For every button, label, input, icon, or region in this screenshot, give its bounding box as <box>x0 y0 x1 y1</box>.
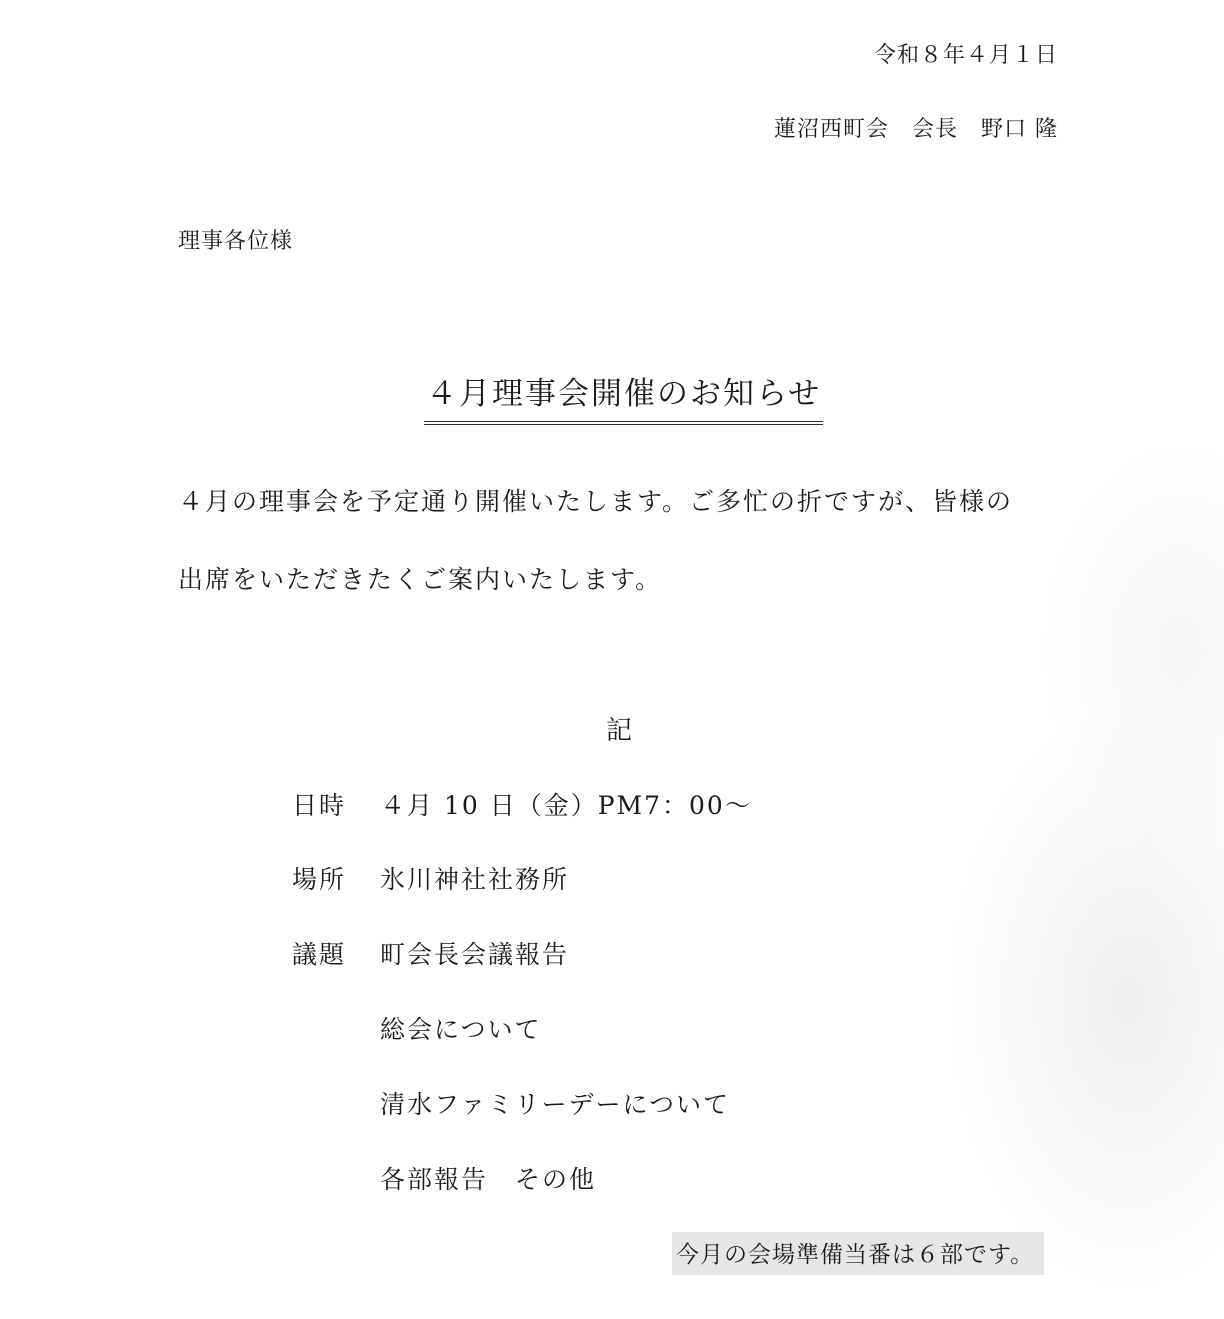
sender-line: 蓮沼西町会 会長 野口 隆 <box>774 117 1058 142</box>
agenda-item: 各部報告 その他 <box>380 1165 597 1194</box>
place-label: 場所 <box>292 865 347 894</box>
datetime-value: ４月 10 日（金）PM7：00～ <box>380 791 752 820</box>
ki-heading: 記 <box>606 716 633 746</box>
duty-note: 今月の会場準備当番は６部です。 <box>672 1232 1044 1275</box>
addressee: 理事各位様 <box>178 229 294 254</box>
agenda-item: 町会長会議報告 <box>380 940 570 969</box>
body-text-line-1: ４月の理事会を予定通り開催いたします。ご多忙の折ですが、皆様の <box>178 487 1014 516</box>
document-title: ４月理事会開催のお知らせ <box>424 368 823 425</box>
agenda-item: 総会について <box>380 1015 542 1044</box>
datetime-label: 日時 <box>292 791 347 820</box>
body-text-line-2: 出席をいただきたくご案内いたします。 <box>178 565 663 594</box>
document-date: 令和８年４月１日 <box>873 43 1058 68</box>
place-value: 氷川神社社務所 <box>380 865 570 894</box>
agenda-item: 清水ファミリーデーについて <box>380 1090 731 1119</box>
agenda-label: 議題 <box>292 940 347 969</box>
